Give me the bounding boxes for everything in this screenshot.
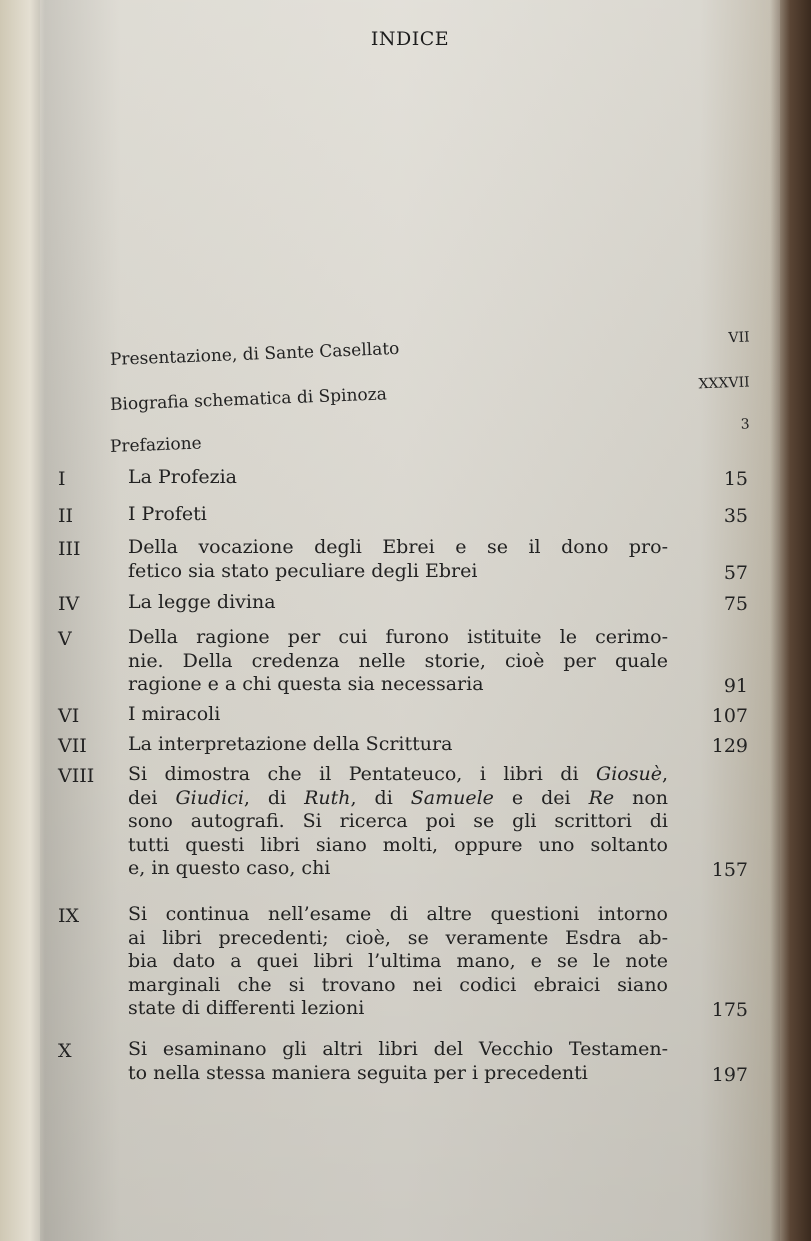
entry-line bbox=[128, 763, 668, 787]
text-segment: dei bbox=[128, 786, 176, 809]
chapter-numeral: VIII bbox=[58, 765, 95, 787]
page-title: INDICE bbox=[370, 28, 450, 50]
text-segment: Si dimostra che il Pentateuco, i libri di bbox=[128, 763, 597, 785]
chapter-numeral: VII bbox=[58, 735, 87, 757]
text-segment: nie. Della credenza nelle storie, cioè per quale bbox=[128, 649, 668, 672]
entry-line bbox=[128, 560, 668, 584]
text-segment: e, in questo caso, chi bbox=[128, 857, 331, 879]
text-segment: sono autografi. Si ricerca poi se gli scrittori di bbox=[128, 810, 668, 832]
entry-line bbox=[128, 903, 668, 927]
entry-line bbox=[128, 997, 668, 1021]
page-number: 197 bbox=[711, 1063, 748, 1086]
page-number: 15 bbox=[723, 468, 748, 490]
text-segment: to nella stessa maniera seguita per i precedenti bbox=[128, 1061, 588, 1084]
entry-line bbox=[128, 673, 668, 697]
toc-front-entry bbox=[110, 370, 750, 415]
toc-front-entry bbox=[110, 412, 750, 457]
text-segment: Della vocazione degli Ebrei e se il dono pro- bbox=[128, 536, 668, 558]
entry-line bbox=[128, 626, 668, 650]
entry-label: Biografia schematica di Spinoza bbox=[109, 384, 388, 415]
text-segment: Si esaminano gli altri libri del Vecchio Testamen- bbox=[128, 1038, 668, 1060]
page-number: 57 bbox=[723, 561, 748, 584]
page-number: XXXVII bbox=[698, 374, 750, 393]
entry-line bbox=[128, 1062, 668, 1086]
entry-line bbox=[128, 1038, 668, 1062]
entry-line bbox=[128, 536, 668, 560]
page-number: 107 bbox=[711, 705, 748, 727]
italic-title: Giudici bbox=[175, 786, 244, 809]
text-segment: bia dato a quei libri l’ultima mano, e se le note bbox=[128, 950, 668, 972]
text-segment: Si continua nell’esame di altre questioni intorno bbox=[128, 903, 668, 925]
page-number: 3 bbox=[740, 416, 750, 433]
italic-title: Samuele bbox=[410, 786, 494, 809]
text-segment: , di bbox=[243, 786, 305, 809]
chapter-numeral: V bbox=[58, 628, 72, 650]
page-number: 91 bbox=[723, 675, 748, 697]
entry-line bbox=[128, 787, 668, 811]
entry-line bbox=[128, 810, 668, 834]
chapter-numeral: X bbox=[58, 1040, 72, 1062]
page-number: 35 bbox=[723, 505, 748, 527]
text-segment: La interpretazione della Scrittura bbox=[128, 733, 453, 755]
entry-label: Prefazione bbox=[109, 433, 203, 457]
text-segment: La Profezia bbox=[128, 466, 237, 488]
entry-line bbox=[128, 927, 668, 951]
entry-line bbox=[128, 503, 668, 527]
page-number: 75 bbox=[723, 593, 748, 615]
text-segment: I Profeti bbox=[128, 503, 207, 525]
text-segment: marginali che si trovano nei codici ebraici siano bbox=[128, 973, 668, 996]
text-segment: ragione e a chi questa sia necessaria bbox=[128, 673, 484, 695]
text-segment: state di differenti lezioni bbox=[128, 997, 365, 1019]
entry-line bbox=[128, 591, 668, 615]
text-segment: ai libri precedenti; cioè, se veramente Esdra ab- bbox=[128, 926, 668, 949]
italic-title: Giosuè bbox=[596, 763, 662, 785]
text-segment: La legge divina bbox=[128, 591, 276, 613]
text-segment: e dei bbox=[493, 786, 589, 809]
text-segment: Della ragione per cui furono istituite le cerimo- bbox=[128, 626, 668, 648]
entry-label: Presentazione, di Sante Casellato bbox=[109, 338, 400, 370]
text-segment: , di bbox=[350, 786, 411, 809]
chapter-numeral: IX bbox=[58, 905, 80, 927]
text-segment: , bbox=[661, 763, 668, 785]
toc-front-entry bbox=[110, 325, 750, 370]
entry-line bbox=[128, 834, 668, 858]
book-page bbox=[40, 0, 780, 1241]
text-segment: non bbox=[614, 786, 669, 809]
entry-line bbox=[128, 974, 668, 998]
chapter-numeral: IV bbox=[58, 593, 80, 615]
page-number: 157 bbox=[711, 859, 748, 881]
page-number: 175 bbox=[711, 999, 748, 1021]
page-number: 129 bbox=[711, 735, 748, 757]
entry-line bbox=[128, 466, 668, 490]
text-segment: tutti questi libri siano molti, oppure uno soltanto bbox=[128, 833, 668, 856]
italic-title: Re bbox=[588, 786, 615, 809]
text-segment: I miracoli bbox=[128, 703, 221, 725]
chapter-numeral: VI bbox=[58, 705, 80, 727]
page-number: VII bbox=[728, 329, 750, 347]
entry-line bbox=[128, 650, 668, 674]
entry-line bbox=[128, 857, 668, 881]
italic-title: Ruth bbox=[304, 786, 351, 809]
entry-line bbox=[128, 733, 668, 757]
text-segment: fetico sia stato peculiare degli Ebrei bbox=[128, 559, 478, 582]
entry-line bbox=[128, 703, 668, 727]
chapter-numeral: III bbox=[58, 538, 81, 560]
entry-line bbox=[128, 950, 668, 974]
chapter-numeral: II bbox=[58, 505, 74, 527]
chapter-numeral: I bbox=[58, 468, 66, 490]
